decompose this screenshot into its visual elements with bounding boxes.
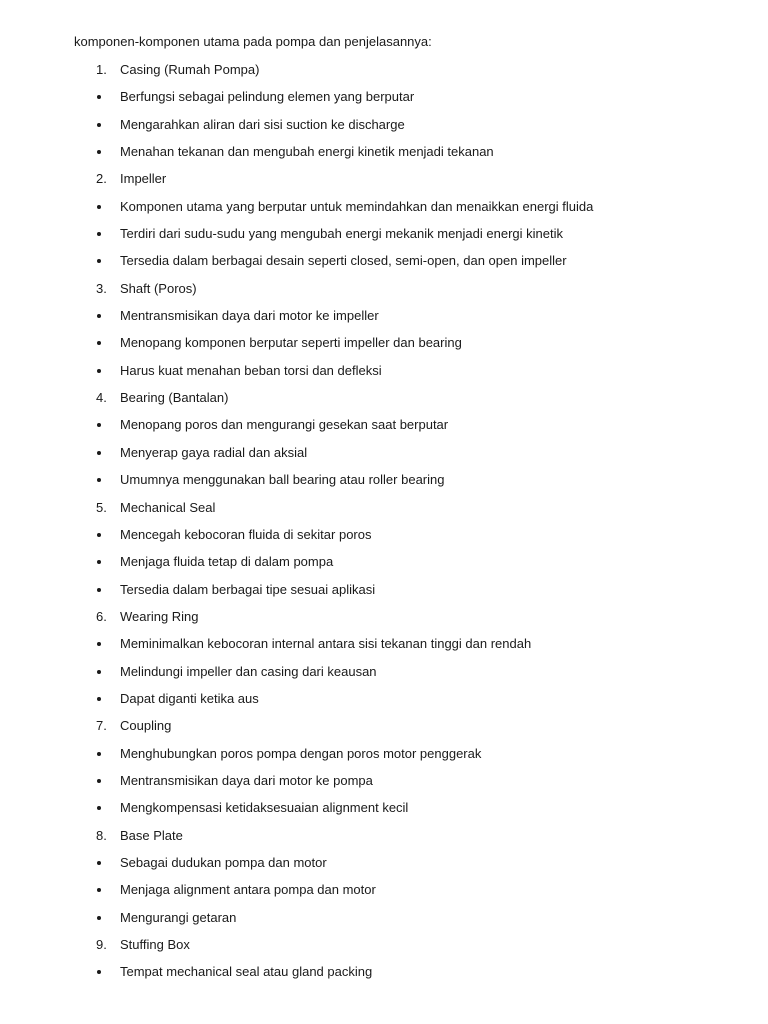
- item-number: 6.: [96, 608, 107, 624]
- component-description: Menopang poros dan mengurangi gesekan saat berputar: [120, 417, 449, 433]
- bullet-icon: [97, 95, 101, 99]
- bullet-icon: [97, 642, 101, 646]
- item-number: 9.: [96, 937, 107, 952]
- item-number: 2.: [96, 171, 107, 187]
- component-description: Berfungsi sebagai pelindung elemen yang berputar: [120, 89, 415, 105]
- component-description: Tempat mechanical seal atau gland packing: [120, 964, 373, 980]
- bullet-icon: [97, 970, 101, 974]
- item-number: 7.: [96, 718, 107, 734]
- component-description: Menjaga fluida tetap di dalam pompa: [120, 554, 334, 570]
- component-description: Komponen utama yang berputar untuk memindahkan dan menaikkan energi fluida: [120, 198, 594, 214]
- component-description: Menopang komponen berputar seperti impeller dan bearing: [120, 335, 462, 351]
- component-description: Mentransmisikan daya dari motor ke impeller: [120, 308, 379, 324]
- component-description: Mencegah kebocoran fluida di sekitar poros: [120, 526, 372, 542]
- bullet-icon: [97, 205, 101, 209]
- bullet-icon: [97, 314, 101, 318]
- component-description: Dapat diganti ketika aus: [120, 690, 259, 706]
- bullet-icon: [97, 451, 101, 455]
- component-title: Stuffing Box: [120, 937, 190, 952]
- component-title: Casing (Rumah Pompa): [120, 62, 260, 77]
- bullet-icon: [97, 697, 101, 701]
- component-title: Impeller: [120, 171, 167, 187]
- component-description: Sebagai dudukan pompa dan motor: [120, 854, 327, 870]
- item-number: 4.: [96, 390, 107, 406]
- component-title: Mechanical Seal: [120, 499, 216, 515]
- bullet-icon: [97, 861, 101, 865]
- bullet-icon: [97, 779, 101, 783]
- item-number: 3.: [96, 280, 107, 296]
- item-number: 5.: [96, 499, 107, 515]
- item-number: 8.: [96, 827, 107, 843]
- component-title: Shaft (Poros): [120, 280, 197, 296]
- bullet-icon: [97, 123, 101, 127]
- bullet-icon: [97, 888, 101, 892]
- component-title: Base Plate: [120, 827, 183, 843]
- component-title: Coupling: [120, 718, 172, 734]
- component-title: Bearing (Bantalan): [120, 390, 229, 406]
- component-description: Mengurangi getaran: [120, 909, 237, 925]
- component-description: Menghubungkan poros pompa dengan poros motor penggerak: [120, 745, 482, 761]
- bullet-icon: [97, 588, 101, 592]
- bullet-icon: [97, 560, 101, 564]
- bullet-icon: [97, 806, 101, 810]
- bullet-icon: [97, 670, 101, 674]
- bullet-icon: [97, 232, 101, 236]
- component-description: Harus kuat menahan beban torsi dan defleksi: [120, 362, 382, 378]
- component-description: Melindungi impeller dan casing dari keausan: [120, 663, 377, 679]
- component-description: Meminimalkan kebocoran internal antara sisi tekanan tinggi dan rendah: [120, 636, 532, 652]
- item-number: 1.: [96, 62, 107, 77]
- component-description: Menahan tekanan dan mengubah energi kinetik menjadi tekanan: [120, 144, 494, 160]
- bullet-icon: [97, 341, 101, 345]
- component-title: Wearing Ring: [120, 608, 199, 624]
- bullet-icon: [97, 369, 101, 373]
- bullet-icon: [97, 423, 101, 427]
- bullet-icon: [97, 916, 101, 920]
- component-description: Terdiri dari sudu-sudu yang mengubah energi mekanik menjadi energi kinetik: [120, 226, 563, 242]
- component-description: Tersedia dalam berbagai desain seperti closed, semi-open, dan open impeller: [120, 253, 567, 269]
- bullet-icon: [97, 533, 101, 537]
- bullet-icon: [97, 752, 101, 756]
- component-description: Mengkompensasi ketidaksesuaian alignment kecil: [120, 800, 409, 816]
- component-description: Menjaga alignment antara pompa dan motor: [120, 882, 376, 898]
- bullet-icon: [97, 259, 101, 263]
- component-description: Tersedia dalam berbagai tipe sesuai aplikasi: [120, 581, 376, 597]
- component-description: Menyerap gaya radial dan aksial: [120, 444, 308, 460]
- bullet-icon: [97, 150, 101, 154]
- component-description: Mentransmisikan daya dari motor ke pompa: [120, 772, 373, 788]
- document-intro: komponen-komponen utama pada pompa dan penjelasannya:: [74, 34, 432, 49]
- component-description: Mengarahkan aliran dari sisi suction ke discharge: [120, 116, 405, 132]
- component-description: Umumnya menggunakan ball bearing atau roller bearing: [120, 472, 445, 488]
- bullet-icon: [97, 478, 101, 482]
